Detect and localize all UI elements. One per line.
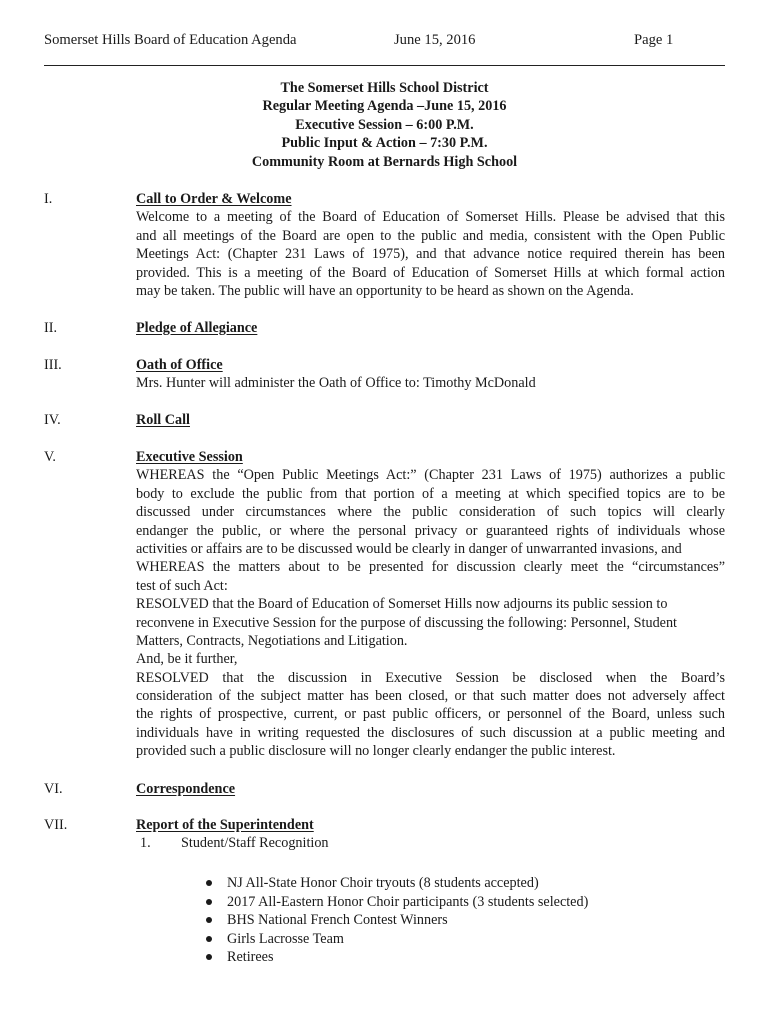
header-title: Somerset Hills Board of Education Agenda [44, 32, 297, 48]
bullet-icon [206, 936, 212, 942]
recognition-list [206, 874, 588, 967]
bullet-icon [206, 954, 212, 960]
section-heading: Report of the Superintendent [136, 817, 314, 833]
section-number: IV. [44, 412, 61, 428]
header-divider [44, 65, 725, 66]
list-item [206, 930, 588, 949]
paragraph-line: reconvene in Executive Session for the purpose of discussing the following: Personnel, Student [136, 614, 677, 631]
paragraph-line: WHEREAS the matters about to be presented for discussion clearly meet the “circumstances” [136, 559, 725, 576]
paragraph-line: Welcome to a meeting of the Board of Education of Somerset Hills. Please be advised that this [136, 209, 725, 226]
list-item-text: NJ All-State Honor Choir tryouts (8 students accepted) [227, 875, 539, 891]
list-item-text: Retirees [227, 949, 274, 966]
paragraph-line: RESOLVED that the discussion in Executive Session be disclosed when the Board’s [136, 669, 725, 686]
title-district: The Somerset Hills School District [280, 80, 489, 96]
paragraph-line: Matters, Contracts, Negotiations and Litigation. [136, 632, 408, 649]
bullet-icon [206, 880, 212, 886]
paragraph-line: provided such a public disclosure will no longer clearly endanger the public interest. [136, 743, 616, 760]
section-number: I. [44, 191, 53, 207]
paragraph-line: may be taken. The public will have an opportunity to be heard as shown on the Agenda. [136, 282, 634, 299]
title-executive-session-time: Executive Session – 6:00 P.M. [295, 116, 474, 133]
section-heading: Roll Call [136, 412, 190, 428]
list-item [206, 948, 588, 967]
section-number: VI. [44, 781, 63, 797]
list-item [206, 893, 588, 912]
list-item [206, 911, 588, 930]
paragraph-line: discussed under circumstances where the public consideration of such topics will clearly [136, 504, 725, 521]
paragraph-line: Meetings Act: (Chapter 231 Laws of 1975), and that advance notice required therein has been [136, 246, 725, 263]
title-location: Community Room at Bernards High School [251, 153, 518, 170]
section-heading: Executive Session [136, 449, 243, 465]
list-item-text: BHS National French Contest Winners [227, 912, 448, 929]
bullet-icon [206, 899, 212, 905]
paragraph-line: consideration of the subject matter has been closed, or that such matter does not adversely affect [136, 688, 725, 705]
list-item-text: 2017 All-Eastern Honor Choir participants (3 students selected) [227, 893, 589, 910]
paragraph-line: individuals have in writing requested the disclosures of such discussion at a public meeting and [136, 724, 725, 741]
paragraph-line: activities or affairs are to be discussed would be clearly in danger of unwarranted invasions, and [136, 540, 682, 557]
title-public-input-time: Public Input & Action – 7:30 P.M. [281, 135, 488, 152]
section-heading: Pledge of Allegiance [136, 320, 258, 336]
paragraph-line: provided. This is a meeting of the Board of Education of Somerset Hills at which formal action [136, 264, 725, 281]
paragraph-line: And, be it further, [136, 651, 238, 668]
paragraph-line: WHEREAS the “Open Public Meetings Act:” (Chapter 231 Laws of 1975) authorizes a public [136, 467, 725, 484]
header-date: June 15, 2016 [394, 32, 476, 48]
list-item-text: Girls Lacrosse Team [227, 930, 344, 947]
document-title-block [44, 79, 725, 171]
paragraph-line: test of such Act: [136, 577, 228, 594]
section-number: V. [44, 449, 56, 465]
sub-item-label: Student/Staff Recognition [181, 835, 329, 852]
list-item [206, 874, 588, 893]
title-meeting: Regular Meeting Agenda –June 15, 2016 [262, 98, 507, 115]
section-number: III. [44, 357, 62, 373]
paragraph-line: and all meetings of the Board are open to the public and media, consistent with the Open Public [136, 227, 725, 244]
section-number: VII. [44, 817, 68, 833]
section-heading: Oath of Office [136, 357, 223, 373]
sub-item-number: 1. [140, 835, 151, 852]
section-number: II. [44, 320, 57, 336]
paragraph-line: Mrs. Hunter will administer the Oath of Office to: Timothy McDonald [136, 375, 536, 392]
paragraph-line: RESOLVED that the Board of Education of Somerset Hills now adjourns its public session to [136, 596, 668, 613]
paragraph-line: body to exclude the public from that portion of a meeting at which specified topics are to be [136, 485, 725, 502]
bullet-icon [206, 917, 212, 923]
sub-item-recognition [136, 834, 725, 852]
section-heading: Correspondence [136, 781, 236, 797]
paragraph-line: the rights of prospective, current, or past public officers, or personnel of the Board, unless such [136, 706, 725, 723]
header-page-number: Page 1 [634, 32, 674, 48]
section-heading: Call to Order & Welcome [136, 191, 292, 207]
paragraph-line: endanger the public, or where the personal privacy or guaranteed rights of individuals whose [136, 522, 725, 539]
